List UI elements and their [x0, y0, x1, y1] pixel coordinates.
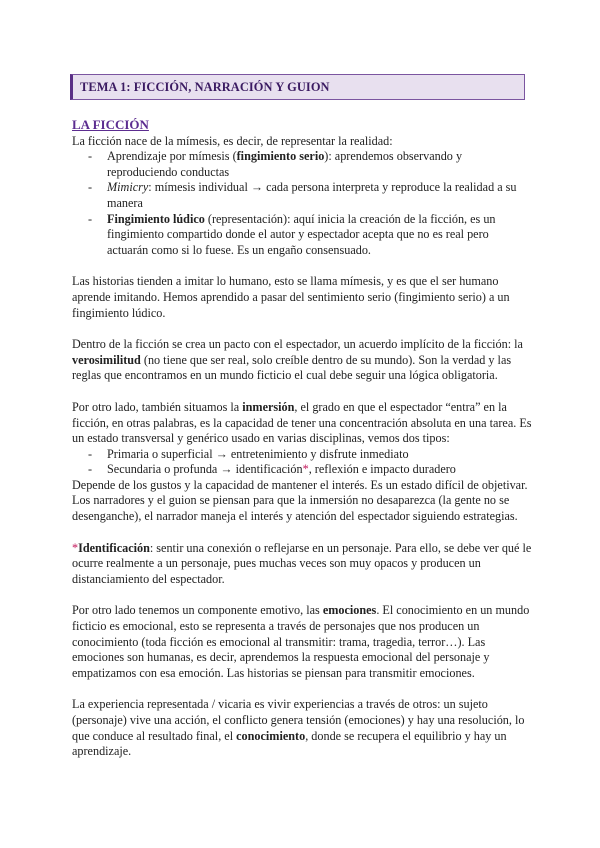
- document-body: [72, 117, 532, 760]
- list-item: - Mimicry: mímesis individual → cada persona interpreta y reproduce la realidad a su manera: [88, 180, 517, 210]
- inmersion-list: [72, 447, 532, 478]
- paragraph-experiencia: La experiencia representada / vicaria es vivir experiencias a través de otros: un sujeto (personaje) vive una acción, el conflicto genera tensión (emociones) y hay una resolución, lo que conduce al resultado final, el conocimiento, donde se recupera el equilibrio y hay un aprendizaje.: [72, 697, 525, 759]
- asterisk-mark: *: [302, 462, 309, 477]
- topic-title: TEMA 1: FICCIÓN, NARRACIÓN Y GUION: [80, 80, 330, 94]
- section-heading: LA FICCIÓN: [72, 117, 149, 132]
- paragraph-emociones: Por otro lado tenemos un componente emotivo, las emociones. El conocimiento en un mundo ficticio es emocional, esto se representa a través de personajes que nos producen un conocimiento (toda ficción es emocional al transmitir: trama, tragedia, terror…). Las emociones son humanas, es decir, aprendemos la respuesta emocional del personaje y empatizamos con esa emoción. Las historias se piensan para transmitir emociones.: [72, 603, 530, 680]
- paragraph-identificacion: *Identificación: sentir una conexión o reflejarse en un personaje. Para ello, se debe ver qué le ocurre realmente a un personaje, pues muchas veces son muy opacos y producen un distanciamiento del espectador.: [72, 540, 532, 586]
- dash-bullet: -: [88, 149, 93, 164]
- list-item: - Secundaria o profunda → identificación*, reflexión e impacto duradero: [88, 462, 456, 477]
- dash-bullet: -: [88, 180, 93, 195]
- paragraph-inmersion: Por otro lado, también situamos la inmersión, el grado en que el espectador “entra” en la ficción, en otras palabras, es la capacidad de tener una concentración absoluta en una tarea. Es un estado transversal y genérico usado en varias disciplinas, vemos dos tipos:: [72, 399, 532, 446]
- asterisk-mark: *: [72, 540, 79, 555]
- list-item: - Fingimiento lúdico (representación): aquí inicia la creación de la ficción, es un fingimiento compartido donde el autor y espectador acepta que no es real pero actuarán como si lo fuese. Es un engaño consensuado.: [88, 211, 496, 257]
- dash-bullet: -: [88, 446, 93, 461]
- intro-paragraph: La ficción nace de la mímesis, es decir, de representar la realidad:: [72, 133, 393, 148]
- topic-title-box: [70, 74, 525, 100]
- dash-bullet: -: [88, 462, 93, 477]
- paragraph-mimesis: Las historias tienden a imitar lo humano, esto se llama mímesis, y es que el ser humano aprende imitando. Hemos aprendido a pasar del sentimiento serio (fingimiento serio) a un fingimiento lúdico.: [72, 274, 510, 320]
- list-item: - Aprendizaje por mímesis (fingimiento serio): aprendemos observando y reproduciendo conductas: [88, 149, 463, 179]
- paragraph-verosimilitud: Dentro de la ficción se crea un pacto con el espectador, un acuerdo implícito de la ficción: la verosimilitud (no tiene que ser real, solo creíble dentro de su mundo). Son la verdad y las reglas que encontramos en un mundo ficticio el cual debe seguir una lógica obligatoria.: [72, 337, 523, 383]
- mimesis-list: [72, 149, 532, 258]
- paragraph-interes: Depende de los gustos y la capacidad de mantener el interés. Es un estado difícil de objetivar. Los narradores y el guion se piensan para que la inmersión no desaparezca (la gente no se desenganche), el narrador maneja el interés y atención del espectador siguiendo estrategias.: [72, 477, 528, 524]
- dash-bullet: -: [88, 211, 93, 226]
- list-item: - Primaria o superficial → entretenimiento y disfrute inmediato: [88, 446, 409, 461]
